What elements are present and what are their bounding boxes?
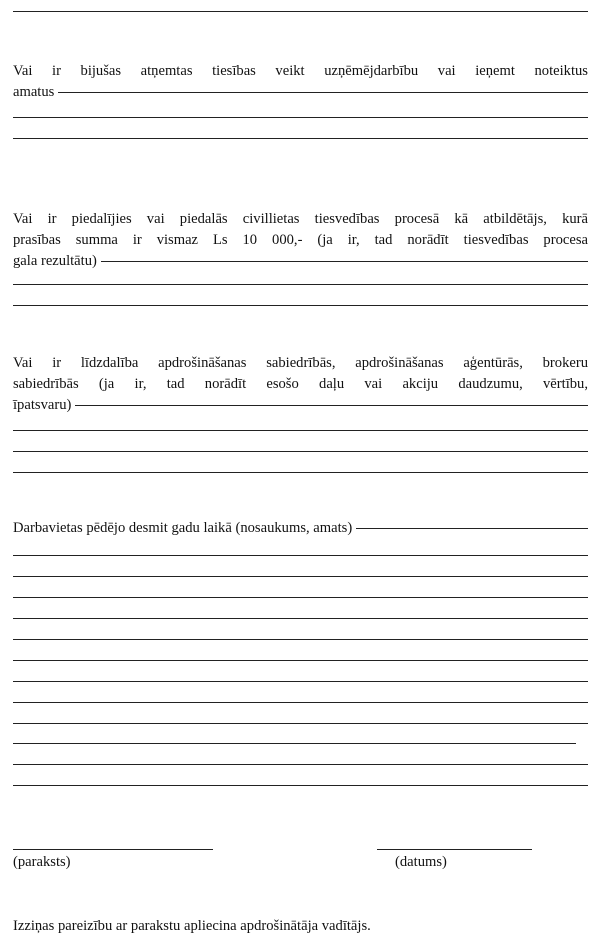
answer-line[interactable]	[13, 117, 588, 118]
answer-line[interactable]	[13, 785, 588, 786]
certification-note: Izziņas pareizību ar parakstu apliecina apdrošinātāja vadītājs.	[13, 918, 371, 934]
signature-line[interactable]	[13, 849, 213, 850]
answer-line[interactable]	[75, 405, 588, 406]
answer-line[interactable]	[13, 723, 588, 724]
answer-line[interactable]	[13, 618, 588, 619]
question-text-line: Vai ir līdzdalība apdrošināšanas sabiedrībās, apdrošināšanas aģentūrās, brokeru	[13, 355, 588, 371]
answer-line[interactable]	[13, 472, 588, 473]
answer-line[interactable]	[13, 660, 588, 661]
answer-line[interactable]	[13, 764, 588, 765]
answer-line[interactable]	[13, 284, 588, 285]
question-insurance-participation	[13, 353, 588, 416]
top-rule	[13, 11, 588, 12]
answer-line[interactable]	[58, 92, 588, 93]
answer-line[interactable]	[13, 681, 588, 682]
answer-line[interactable]	[13, 305, 588, 306]
question-text-line: amatus	[13, 84, 55, 100]
question-workplaces	[13, 518, 588, 539]
answer-line[interactable]	[13, 451, 588, 452]
question-text-line: gala rezultātu)	[13, 253, 97, 269]
signature-label: (paraksts)	[13, 854, 71, 870]
answer-line[interactable]	[13, 555, 588, 556]
date-label: (datums)	[395, 854, 447, 870]
question-disqualification	[13, 61, 588, 103]
question-civil-litigation	[13, 209, 588, 272]
answer-line[interactable]	[13, 639, 588, 640]
question-text-line: sabiedrībās (ja ir, tad norādīt esošo daļu vai akciju daudzumu, vērtību,	[13, 376, 588, 392]
answer-line[interactable]	[13, 138, 588, 139]
question-text-line: Vai ir piedalījies vai piedalās civillietas tiesvedības procesā kā atbildētājs, kurā	[13, 211, 588, 227]
question-text-line: Darbavietas pēdējo desmit gadu laikā (nosaukums, amats)	[13, 520, 353, 536]
answer-line[interactable]	[356, 528, 588, 529]
answer-line[interactable]	[101, 261, 588, 262]
answer-line[interactable]	[13, 576, 588, 577]
answer-line[interactable]	[13, 702, 588, 703]
date-line[interactable]	[377, 849, 532, 850]
answer-line[interactable]	[13, 597, 588, 598]
question-text-line: īpatsvaru)	[13, 397, 72, 413]
answer-line[interactable]	[13, 430, 588, 431]
answer-line[interactable]	[13, 743, 576, 744]
question-text-line: Vai ir bijušas atņemtas tiesības veikt uzņēmējdarbību vai ieņemt noteiktus	[13, 63, 588, 79]
question-text-line: prasības summa ir vismaz Ls 10 000,- (ja ir, tad norādīt tiesvedības procesa	[13, 232, 588, 248]
